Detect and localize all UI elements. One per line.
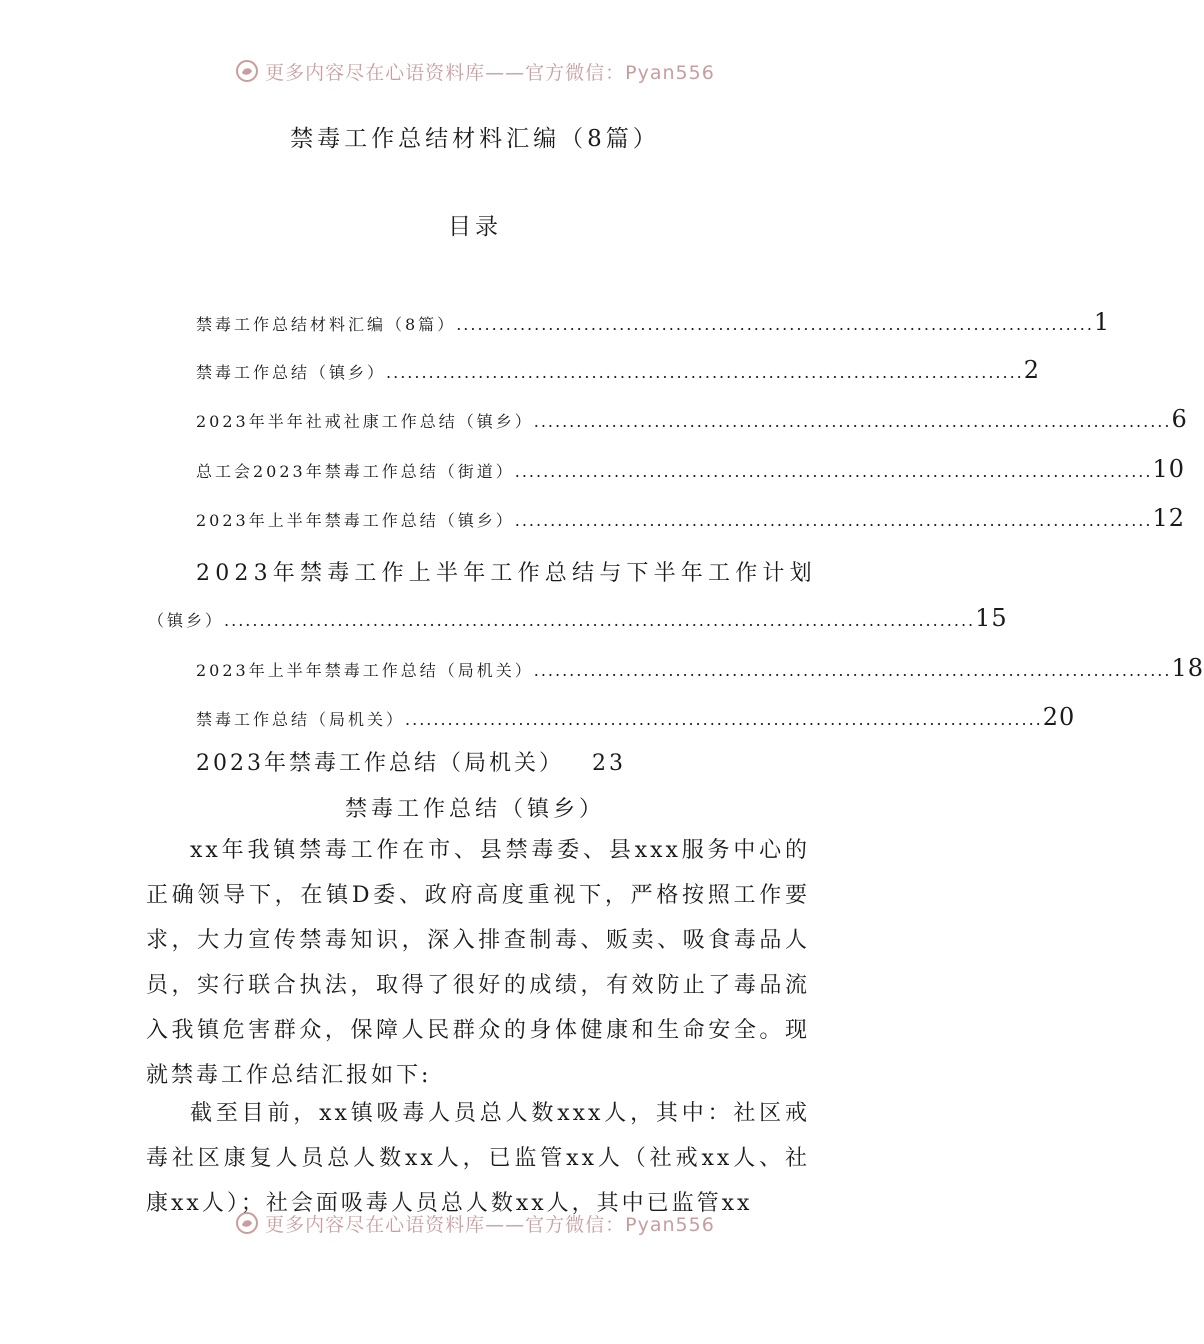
toc-entry-title: 禁毒工作总结（镇乡） bbox=[196, 363, 387, 382]
toc-entry[interactable] bbox=[196, 746, 626, 777]
toc-entry[interactable] bbox=[196, 455, 1186, 483]
toc-entry-title: 禁毒工作总结材料汇编（8篇） bbox=[196, 315, 457, 334]
toc-dot-leader: .......................................................................................... bbox=[405, 710, 1043, 729]
watermark-logo-icon bbox=[235, 1211, 259, 1235]
toc-entry[interactable] bbox=[196, 504, 1186, 532]
body-paragraph-1: xx年我镇禁毒工作在市、县禁毒委、县xxx服务中心的正确领导下，在镇D委、政府高度重视下，严格按照工作要求，大力宣传禁毒知识，深入排查制毒、贩卖、吸食毒品人员，实行联合执法，取得了很好的成绩，有效防止了毒品流入我镇危害群众，保障人民群众的身体健康和生命安全。现就禁毒工作总结汇报如下: bbox=[146, 838, 810, 1088]
toc-dot-leader: .......................................................................................... bbox=[514, 511, 1153, 530]
body-paragraph-2: 截至目前，xx镇吸毒人员总人数xxx人，其中：社区戒毒社区康复人员总人数xx人，已监管xx人（社戒xx人、社康xx人）；社会面吸毒人员总人数xx人，其中已监管xx bbox=[146, 1101, 810, 1216]
toc-entry-title: （镇乡） bbox=[148, 611, 225, 630]
toc-entry-page: 6 bbox=[1171, 405, 1188, 433]
watermark-text: 更多内容尽在心语资料库——官方微信：Pyan556 bbox=[265, 61, 715, 84]
toc-dot-leader: .......................................................................................... bbox=[533, 412, 1172, 431]
watermark-logo-icon bbox=[235, 59, 259, 83]
toc-entry[interactable] bbox=[196, 308, 1111, 336]
toc-dot-leader: .......................................................................................... bbox=[533, 661, 1172, 680]
toc-heading: 目录 bbox=[448, 214, 502, 240]
toc-entry-page: 23 bbox=[592, 751, 626, 776]
watermark-top bbox=[0, 56, 950, 86]
toc-entry-title: 2023年上半年禁毒工作总结（镇乡） bbox=[196, 511, 515, 530]
watermark-bottom bbox=[0, 1208, 950, 1238]
toc-entry-title: 2023年上半年禁毒工作总结（局机关） bbox=[196, 661, 534, 680]
toc-entry[interactable] bbox=[148, 604, 1008, 632]
section-title: 禁毒工作总结（镇乡） bbox=[344, 797, 605, 822]
toc-entry-title: 禁毒工作总结（局机关） bbox=[196, 710, 406, 729]
toc-entry-page: 2 bbox=[1023, 356, 1041, 384]
toc-entry-title: 2023年禁毒工作总结（局机关） bbox=[196, 751, 564, 776]
toc-entry[interactable] bbox=[196, 405, 1188, 433]
toc-entry-title: 2023年半年社戒社康工作总结（镇乡） bbox=[196, 412, 534, 431]
document-title: 禁毒工作总结材料汇编（8篇） bbox=[290, 126, 660, 152]
toc-entry-page: 1 bbox=[1093, 308, 1111, 336]
toc-dot-leader: .......................................................................................................... bbox=[224, 611, 976, 630]
toc-entry[interactable] bbox=[196, 356, 1041, 384]
watermark-text: 更多内容尽在心语资料库——官方微信：Pyan556 bbox=[265, 1213, 715, 1236]
toc-entry-page: 18 bbox=[1171, 654, 1204, 682]
toc-entry[interactable] bbox=[196, 654, 1204, 682]
toc-dot-leader: .......................................................................................... bbox=[456, 315, 1094, 334]
toc-entry-page: 12 bbox=[1152, 504, 1186, 532]
toc-entry-page: 10 bbox=[1152, 455, 1186, 483]
toc-entry-page: 15 bbox=[975, 604, 1008, 632]
toc-entry-title: 总工会2023年禁毒工作总结（街道） bbox=[196, 462, 515, 481]
toc-dot-leader: .......................................................................................... bbox=[514, 462, 1153, 481]
toc-entry[interactable] bbox=[196, 703, 1076, 731]
toc-dot-leader: .......................................................................................... bbox=[386, 363, 1024, 382]
toc-entry-title-line1[interactable]: 2023年禁毒工作上半年工作总结与下半年工作计划 bbox=[196, 561, 817, 586]
toc-entry-page: 20 bbox=[1042, 703, 1076, 731]
